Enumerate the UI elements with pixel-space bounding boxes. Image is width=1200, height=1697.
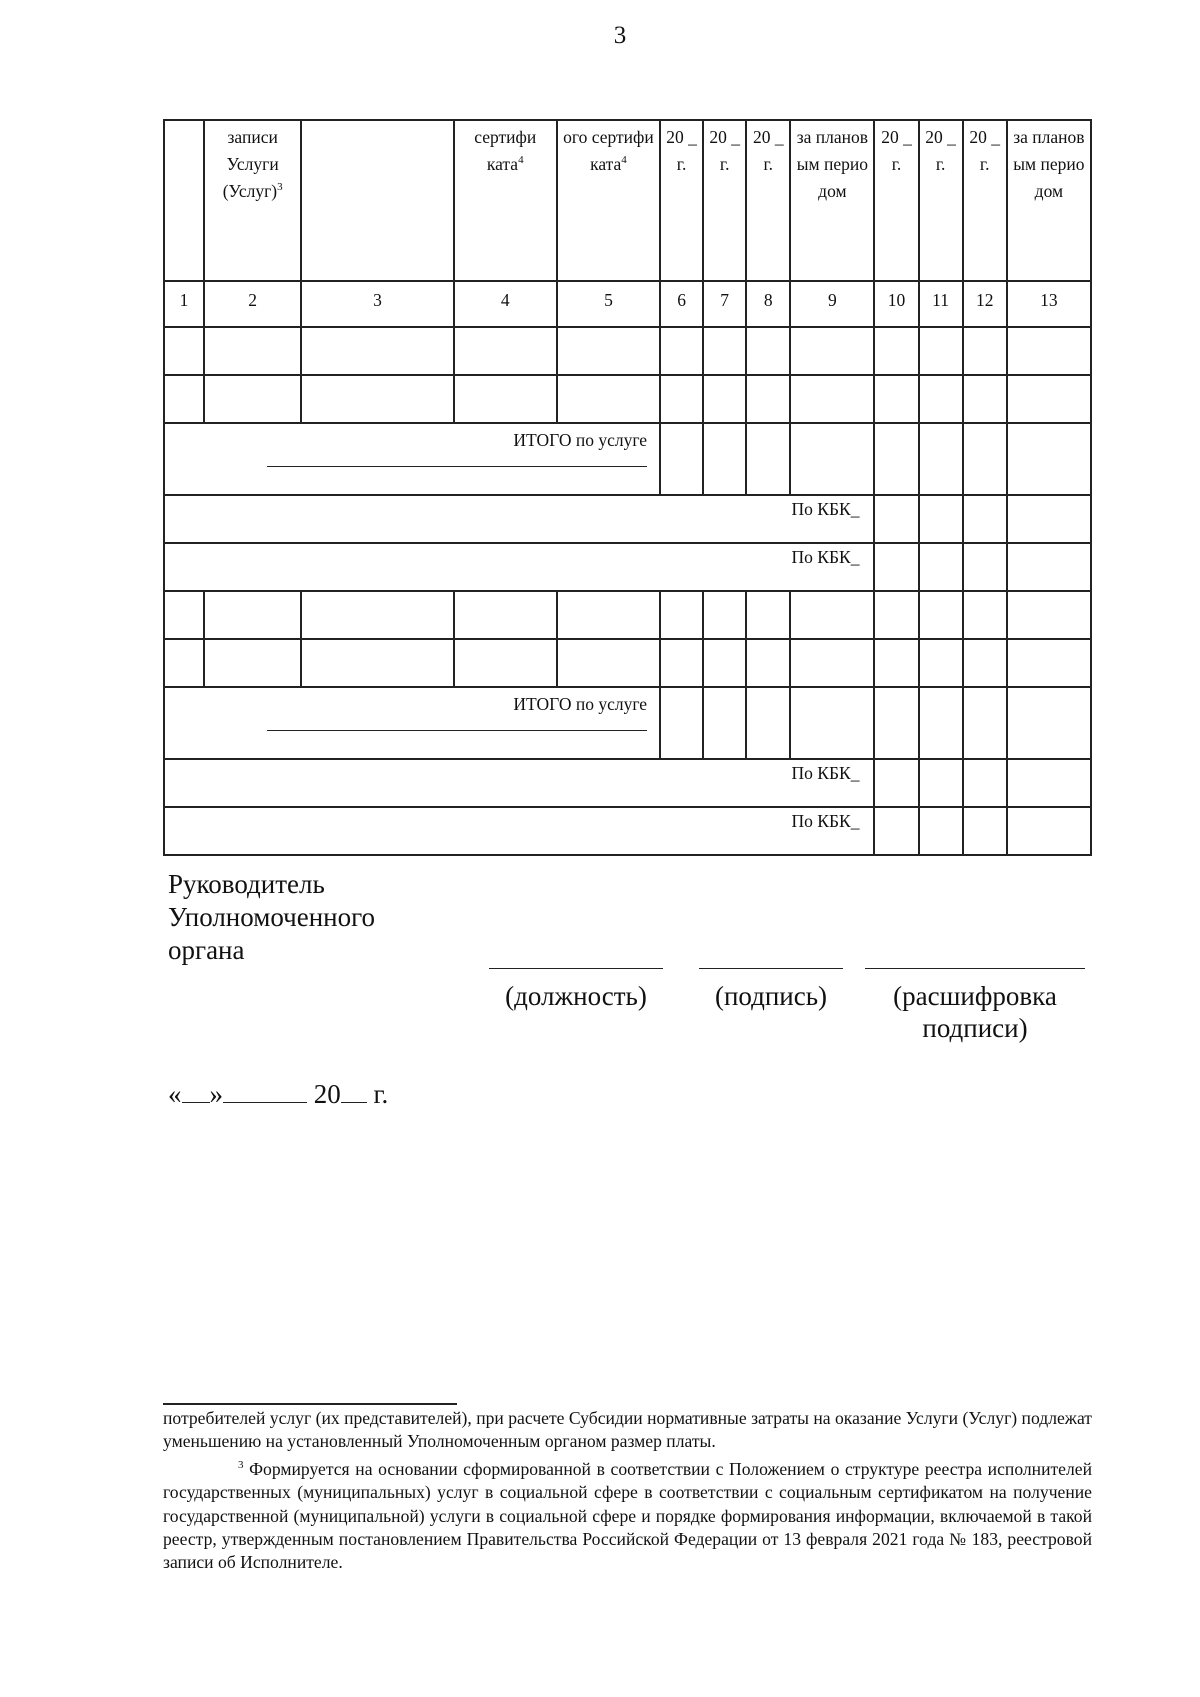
table-cell[interactable] bbox=[1007, 591, 1091, 639]
table-cell[interactable] bbox=[1007, 495, 1091, 543]
header-cell-12: 20 _ г. bbox=[963, 120, 1007, 281]
table-row bbox=[164, 591, 1091, 639]
day-blank[interactable] bbox=[182, 1080, 210, 1103]
report-table bbox=[163, 119, 1092, 856]
footnote-3 bbox=[163, 1458, 1092, 1575]
table-cell[interactable] bbox=[874, 495, 918, 543]
table-cell[interactable] bbox=[703, 423, 746, 495]
kbk-row bbox=[164, 759, 1091, 807]
table-cell[interactable] bbox=[790, 375, 874, 423]
header-cell-7: 20 _ г. bbox=[703, 120, 746, 281]
table-cell[interactable] bbox=[919, 327, 963, 375]
table-cell[interactable] bbox=[963, 591, 1007, 639]
table-cell[interactable] bbox=[919, 591, 963, 639]
table-cell[interactable] bbox=[660, 423, 703, 495]
table-cell[interactable] bbox=[204, 591, 301, 639]
table-cell[interactable] bbox=[874, 327, 918, 375]
table-cell[interactable] bbox=[164, 639, 204, 687]
table-cell[interactable] bbox=[301, 327, 453, 375]
service-name-underline[interactable] bbox=[267, 466, 647, 467]
table-cell[interactable] bbox=[1007, 327, 1091, 375]
table-cell[interactable] bbox=[963, 423, 1007, 495]
header-cell-9: за планов ым перио дом bbox=[790, 120, 874, 281]
table-cell[interactable] bbox=[660, 639, 703, 687]
signatory-title bbox=[168, 868, 375, 967]
table-cell[interactable] bbox=[703, 639, 746, 687]
header-cell-6: 20 _ г. bbox=[660, 120, 703, 281]
footnote-separator bbox=[163, 1403, 457, 1405]
column-number-row bbox=[164, 281, 1091, 327]
kbk-label: По КБК_ bbox=[164, 543, 874, 591]
table-cell[interactable] bbox=[164, 591, 204, 639]
signature-line[interactable] bbox=[699, 968, 843, 969]
table-cell[interactable] bbox=[204, 327, 301, 375]
header-cell-13: за планов ым перио дом bbox=[1007, 120, 1091, 281]
table-cell[interactable] bbox=[746, 327, 790, 375]
kbk-row bbox=[164, 543, 1091, 591]
table-cell[interactable] bbox=[963, 495, 1007, 543]
table-cell[interactable] bbox=[790, 591, 874, 639]
column-number: 1 bbox=[164, 281, 204, 327]
header-row bbox=[164, 120, 1091, 281]
table-cell[interactable] bbox=[790, 687, 874, 759]
header-cell-2 bbox=[204, 120, 301, 281]
header-cell-1 bbox=[164, 120, 204, 281]
total-row bbox=[164, 687, 1091, 759]
table-cell[interactable] bbox=[454, 375, 557, 423]
column-number: 9 bbox=[790, 281, 874, 327]
header-cell-3 bbox=[301, 120, 453, 281]
column-number: 4 bbox=[454, 281, 557, 327]
table-cell[interactable] bbox=[164, 327, 204, 375]
position-caption: (должность) bbox=[505, 981, 647, 1011]
table-cell[interactable] bbox=[919, 759, 963, 807]
header-cell-4-text: сертифи ката bbox=[474, 127, 537, 174]
table-cell[interactable] bbox=[454, 639, 557, 687]
header-cell-2-text: записи Услуги (Услуг) bbox=[222, 127, 279, 201]
header-cell-5 bbox=[557, 120, 660, 281]
total-label-cell bbox=[164, 687, 660, 759]
table-cell[interactable] bbox=[746, 639, 790, 687]
table-cell[interactable] bbox=[963, 327, 1007, 375]
table-cell[interactable] bbox=[301, 639, 453, 687]
close-quote: » bbox=[209, 1079, 223, 1109]
column-number: 11 bbox=[919, 281, 963, 327]
column-number: 5 bbox=[557, 281, 660, 327]
table-cell[interactable] bbox=[963, 807, 1007, 855]
table-cell[interactable] bbox=[1007, 423, 1091, 495]
table-cell[interactable] bbox=[660, 327, 703, 375]
table-cell[interactable] bbox=[919, 807, 963, 855]
footnote-ref-4b: 4 bbox=[621, 154, 627, 167]
service-name-underline[interactable] bbox=[267, 730, 647, 731]
table-cell[interactable] bbox=[874, 591, 918, 639]
table-cell[interactable] bbox=[790, 639, 874, 687]
kbk-row bbox=[164, 807, 1091, 855]
header-cell-11: 20 _ г. bbox=[919, 120, 963, 281]
year-blank[interactable] bbox=[341, 1080, 367, 1103]
total-label: ИТОГО по услуге bbox=[513, 430, 648, 450]
table-cell[interactable] bbox=[919, 543, 963, 591]
header-cell-5-text: ого сертифи ката bbox=[563, 127, 654, 174]
table-cell[interactable] bbox=[746, 687, 790, 759]
table-cell[interactable] bbox=[746, 423, 790, 495]
header-cell-10: 20 _ г. bbox=[874, 120, 918, 281]
position-line[interactable] bbox=[489, 968, 663, 969]
table-cell[interactable] bbox=[557, 327, 660, 375]
kbk-row bbox=[164, 495, 1091, 543]
column-number: 3 bbox=[301, 281, 453, 327]
table-row bbox=[164, 639, 1091, 687]
column-number: 6 bbox=[660, 281, 703, 327]
footnote-3-text: Формируется на основании сформированной в соответствии с Положением о структуре реестра исполнителей государственных (муниципальных) услуг в социальной сфере в соответствии с социальным сертификатом на получение государственной (муниципальной) услуги в социальной сфере и порядке формирования информации, включаемой в такой реестр, утвержденным постановлением Правительства Российской Федерации от 13 февраля 2021 года № 183, реестровой записи об Исполнителе. bbox=[163, 1458, 1092, 1573]
header-cell-8: 20 _ г. bbox=[746, 120, 790, 281]
table-cell[interactable] bbox=[874, 807, 918, 855]
footnote-ref-4a: 4 bbox=[518, 154, 524, 167]
table-cell[interactable] bbox=[746, 591, 790, 639]
table-cell[interactable] bbox=[454, 591, 557, 639]
decoding-line[interactable] bbox=[865, 968, 1085, 969]
table-cell[interactable] bbox=[703, 687, 746, 759]
total-row bbox=[164, 423, 1091, 495]
table-cell[interactable] bbox=[164, 375, 204, 423]
table-cell[interactable] bbox=[963, 687, 1007, 759]
header-cell-4 bbox=[454, 120, 557, 281]
year-suffix: г. bbox=[373, 1079, 389, 1109]
table-cell[interactable] bbox=[790, 423, 874, 495]
signatory-title-line: Руководитель bbox=[168, 869, 325, 899]
kbk-label: По КБК_ bbox=[164, 495, 874, 543]
table-cell[interactable] bbox=[557, 639, 660, 687]
table-cell[interactable] bbox=[301, 375, 453, 423]
table-cell[interactable] bbox=[660, 687, 703, 759]
table-cell[interactable] bbox=[919, 423, 963, 495]
table-cell[interactable] bbox=[301, 591, 453, 639]
decoding-caption bbox=[865, 980, 1085, 1044]
table-cell[interactable] bbox=[557, 375, 660, 423]
table-cell[interactable] bbox=[1007, 543, 1091, 591]
kbk-label: По КБК_ bbox=[164, 759, 874, 807]
decoding-caption-line: подписи) bbox=[922, 1013, 1028, 1043]
table-cell[interactable] bbox=[1007, 375, 1091, 423]
table-cell[interactable] bbox=[790, 327, 874, 375]
table-cell[interactable] bbox=[919, 639, 963, 687]
signatory-title-line: Уполномоченного bbox=[168, 902, 375, 932]
table-cell[interactable] bbox=[874, 375, 918, 423]
table-cell[interactable] bbox=[1007, 759, 1091, 807]
table-cell[interactable] bbox=[703, 327, 746, 375]
signatory-title-line: органа bbox=[168, 935, 245, 965]
total-label-cell bbox=[164, 423, 660, 495]
column-number: 10 bbox=[874, 281, 918, 327]
table-row bbox=[164, 375, 1091, 423]
date-line bbox=[168, 1079, 388, 1110]
table-cell[interactable] bbox=[703, 591, 746, 639]
column-number: 13 bbox=[1007, 281, 1091, 327]
table-row bbox=[164, 327, 1091, 375]
table-cell[interactable] bbox=[874, 687, 918, 759]
table-cell[interactable] bbox=[919, 495, 963, 543]
decoding-caption-line: (расшифровка bbox=[893, 981, 1057, 1011]
signature-caption: (подпись) bbox=[714, 981, 828, 1011]
column-number: 2 bbox=[204, 281, 301, 327]
table-cell[interactable] bbox=[660, 375, 703, 423]
table-cell[interactable] bbox=[1007, 639, 1091, 687]
table-cell[interactable] bbox=[963, 375, 1007, 423]
table-cell[interactable] bbox=[557, 591, 660, 639]
column-number: 12 bbox=[963, 281, 1007, 327]
table-cell[interactable] bbox=[703, 375, 746, 423]
table-cell[interactable] bbox=[746, 375, 790, 423]
open-quote: « bbox=[168, 1079, 182, 1109]
table-cell[interactable] bbox=[874, 543, 918, 591]
table-cell[interactable] bbox=[919, 687, 963, 759]
table-cell[interactable] bbox=[1007, 687, 1091, 759]
table-cell[interactable] bbox=[874, 423, 918, 495]
table-cell[interactable] bbox=[874, 759, 918, 807]
total-label: ИТОГО по услуге bbox=[513, 694, 648, 714]
table-cell[interactable] bbox=[963, 639, 1007, 687]
table-cell[interactable] bbox=[963, 759, 1007, 807]
footnote-3-marker: 3 bbox=[238, 1458, 244, 1471]
kbk-label: По КБК_ bbox=[164, 807, 874, 855]
table-cell[interactable] bbox=[660, 591, 703, 639]
table-cell[interactable] bbox=[963, 543, 1007, 591]
footnote-continuation: потребителей услуг (их представителей), при расчете Субсидии нормативные затраты на оказание Услуги (Услуг) подлежат уменьшению на установленный Уполномоченным органом размер платы. bbox=[163, 1408, 1092, 1452]
table-cell[interactable] bbox=[874, 639, 918, 687]
footnote-ref-3: 3 bbox=[277, 181, 283, 194]
column-number: 8 bbox=[746, 281, 790, 327]
page-number: 3 bbox=[613, 22, 627, 49]
footnotes bbox=[163, 1407, 1092, 1575]
table-cell[interactable] bbox=[204, 375, 301, 423]
column-number: 7 bbox=[703, 281, 746, 327]
table-cell[interactable] bbox=[919, 375, 963, 423]
table-cell[interactable] bbox=[1007, 807, 1091, 855]
year-prefix: 20 bbox=[313, 1079, 341, 1109]
table-cell[interactable] bbox=[204, 639, 301, 687]
month-blank[interactable] bbox=[223, 1080, 307, 1103]
table-cell[interactable] bbox=[454, 327, 557, 375]
